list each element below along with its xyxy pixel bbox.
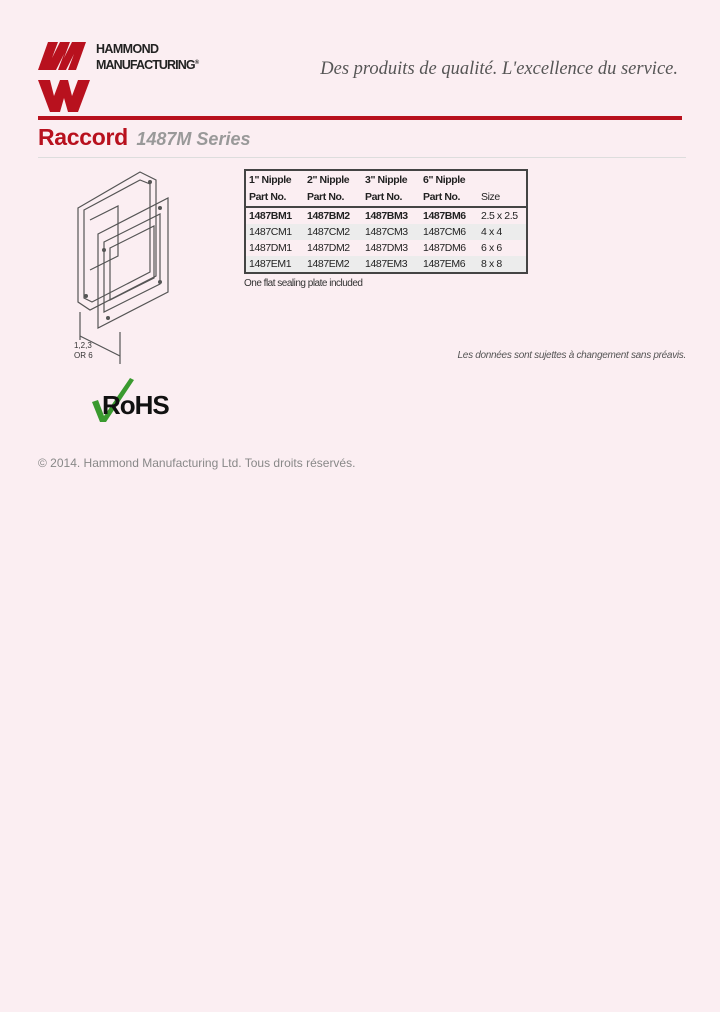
- brand-line-1: HAMMOND: [96, 42, 159, 56]
- table-header-cell: 3" Nipple: [365, 174, 408, 186]
- table-cell: 1487CM1: [245, 224, 304, 240]
- table-cell: 1487DM1: [249, 242, 292, 254]
- table-cell: 4 x 4: [478, 224, 527, 240]
- table-header-cell: Part No.: [362, 188, 420, 207]
- table-row: [245, 224, 527, 240]
- table-cell: 1487BM3: [365, 210, 408, 222]
- rohs-label: RoHS: [102, 390, 169, 420]
- page-header: [0, 0, 720, 120]
- table-header-cell: Size: [478, 188, 527, 207]
- title-divider: [38, 157, 686, 158]
- header-divider: [38, 116, 682, 120]
- copyright: © 2014. Hammond Manufacturing Ltd. Tous droits réservés.: [38, 456, 356, 470]
- table-cell: 1487BM1: [249, 210, 292, 222]
- hammond-logo-icon: [38, 40, 90, 114]
- table-cell: 1487EM3: [362, 256, 420, 273]
- disclaimer: Les données sont sujettes à changement sans préavis.: [457, 350, 686, 361]
- brand-name: [96, 42, 198, 72]
- table-cell: 2.5 x 2.5: [481, 210, 518, 222]
- rohs-badge: [90, 376, 190, 424]
- page-title: [38, 124, 250, 151]
- table-header-cell: 6" Nipple: [423, 174, 466, 186]
- sealing-plate-note: One flat sealing plate included: [244, 278, 363, 289]
- table-header-cell: Part No.: [245, 188, 304, 207]
- table-cell: 1487DM2: [307, 242, 350, 254]
- page-title-main: Raccord: [38, 124, 128, 150]
- table-cell: 8 x 8: [478, 256, 527, 273]
- table-header-cell: Part No.: [420, 188, 478, 207]
- table-header-row: [245, 170, 527, 188]
- dimension-label-1: 1,2,3: [74, 341, 92, 350]
- table-cell: 1487BM2: [307, 210, 350, 222]
- table-cell: 1487CM6: [420, 224, 478, 240]
- table-row: [245, 256, 527, 273]
- table-cell: 1487CM2: [304, 224, 362, 240]
- table-row: [245, 207, 527, 224]
- table-cell: 1487EM2: [304, 256, 362, 273]
- raccord-product-drawing: [60, 168, 170, 368]
- tagline: Des produits de qualité. L'excellence du service.: [320, 59, 678, 79]
- table-cell: 1487CM3: [362, 224, 420, 240]
- table-row: [245, 240, 527, 256]
- table-header-cell: [478, 170, 527, 188]
- table-cell: 1487EM6: [420, 256, 478, 273]
- table-header-cell: Part No.: [304, 188, 362, 207]
- table-cell: 1487DM3: [365, 242, 408, 254]
- table-cell: 1487DM6: [423, 242, 466, 254]
- dimension-label-2: OR 6: [74, 351, 93, 360]
- table-cell: 1487EM1: [245, 256, 304, 273]
- table-header-cell: 1" Nipple: [249, 174, 292, 186]
- table-header-row: [245, 188, 527, 207]
- parts-table: [244, 169, 528, 274]
- table-cell: 1487BM6: [423, 210, 466, 222]
- table-header-cell: 2" Nipple: [307, 174, 350, 186]
- page-title-series: 1487M Series: [136, 129, 251, 149]
- brand-line-2: MANUFACTURING®: [96, 58, 199, 73]
- table-cell: 6 x 6: [481, 242, 502, 254]
